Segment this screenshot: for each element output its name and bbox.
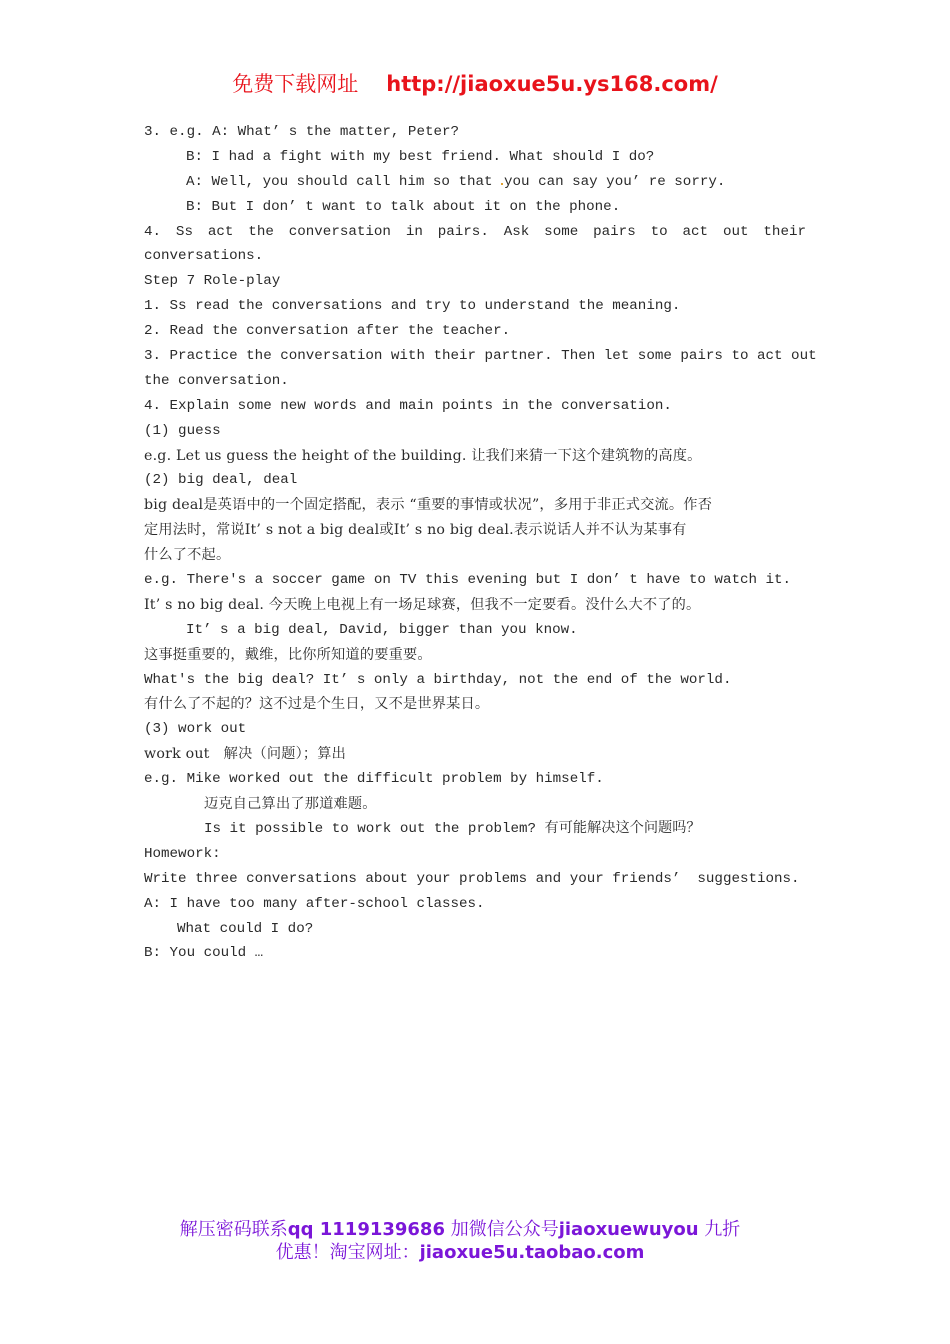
promo-qq: qq 1119139686 [287, 1219, 445, 1240]
homework-a2: What could I do? [177, 920, 314, 937]
big-deal-example-2: It’ s no big deal. 今天晚上电视上有一场足球赛，但我不一定要看。没什么大不了的。 [144, 596, 701, 613]
homework-b1: B: You could … [144, 945, 264, 962]
step-7-item-4: 4. Explain some new words and main points in the conversation. [144, 397, 672, 414]
lesson-body [144, 120, 817, 966]
example-3-lead: 3. e.g. A: What’ s the matter, Peter? [144, 124, 460, 140]
guess-title: (1) guess [144, 422, 221, 439]
promo-discount: 九折 [704, 1219, 741, 1240]
step-7-item-2: 2. Read the conversation after the teacher. [144, 323, 511, 340]
work-out-example-1-cn: 迈克自己算出了那道难题。 [204, 796, 377, 813]
example-3-a2 [144, 170, 806, 195]
download-url-link[interactable]: http://jiaoxue5u.ys168.com/ [386, 72, 718, 96]
big-deal-title: (2) big deal, deal [144, 472, 298, 489]
example-3-a2-post: you can say you’ re sorry. [504, 173, 726, 190]
download-banner [0, 68, 950, 98]
promo-wechat-label: 加微信公众号 [450, 1219, 559, 1240]
promo-footer [0, 1218, 920, 1264]
big-deal-example-1: e.g. There's a soccer game on TV this evening but I don’ t have to watch it. [144, 572, 792, 589]
step-7-item-3: 3. Practice the conversation with their partner. Then let some pairs to act out [144, 348, 817, 365]
promo-shop-label: 优惠！淘宝网址： [275, 1242, 420, 1263]
work-out-title: (3) work out [144, 721, 247, 738]
download-label: 免费下载网址 [232, 72, 359, 96]
step-7-item-3-cont: the conversation. [144, 372, 289, 389]
big-deal-example-4-cn: 有什么了不起的？这不过是个生日，又不是世界某日。 [144, 696, 490, 713]
step-7-item-1: 1. Ss read the conversations and try to understand the meaning. [144, 298, 681, 315]
work-out-example-2: Is it possible to work out the problem? 有可能解决这个问题吗？ [204, 820, 701, 837]
homework-a1: A: I have too many after-school classes. [144, 895, 485, 912]
guess-example: e.g. Let us guess the height of the building. 让我们来猜一下这个建筑物的高度。 [144, 447, 702, 464]
promo-password-label: 解压密码联系 [179, 1219, 288, 1240]
big-deal-example-4: What's the big deal? It’ s only a birthday, not the end of the world. [144, 671, 732, 688]
big-deal-example-3-cn: 这事挺重要的，戴维，比你所知道的要重要。 [144, 646, 432, 663]
item-4-line-1: 4. Ss act the conversation in pairs. Ask some pairs to act out their [144, 223, 806, 240]
homework-task: Write three conversations about your problems and your friends’ suggestions. [144, 870, 800, 887]
big-deal-explain-2: 定用法时，常说It’ s not a big deal或It’ s no big deal.表示说话人并不认为某事有 [144, 522, 687, 539]
work-out-definition: work out 解决（问题）；算出 [144, 746, 347, 763]
example-3-b1: B: I had a fight with my best friend. What should I do? [186, 148, 655, 165]
promo-wechat-id: jiaoxuewuyou [558, 1219, 699, 1240]
promo-shop-url-link[interactable]: jiaoxue5u.taobao.com [419, 1242, 645, 1263]
big-deal-explain-1: big deal是英语中的一个固定搭配，表示 “重要的事情或状况”，多用于非正式交流。作否 [144, 497, 713, 514]
big-deal-explain-3: 什么了不起。 [144, 547, 231, 564]
homework-title: Homework: [144, 845, 221, 862]
item-4-line-2: conversations. [144, 248, 264, 265]
step-7-title: Step 7 Role-play [144, 273, 281, 290]
example-3-a2-pre: A: Well, you should call him so that [186, 173, 502, 190]
work-out-example-1: e.g. Mike worked out the difficult problem by himself. [144, 771, 604, 788]
promo-line-1 [0, 1218, 920, 1241]
example-3-b2: B: But I don’ t want to talk about it on the phone. [186, 198, 621, 215]
big-deal-example-3: It’ s a big deal, David, bigger than you know. [186, 621, 578, 638]
text-cursor-mark [501, 183, 503, 185]
promo-line-2 [0, 1241, 920, 1264]
